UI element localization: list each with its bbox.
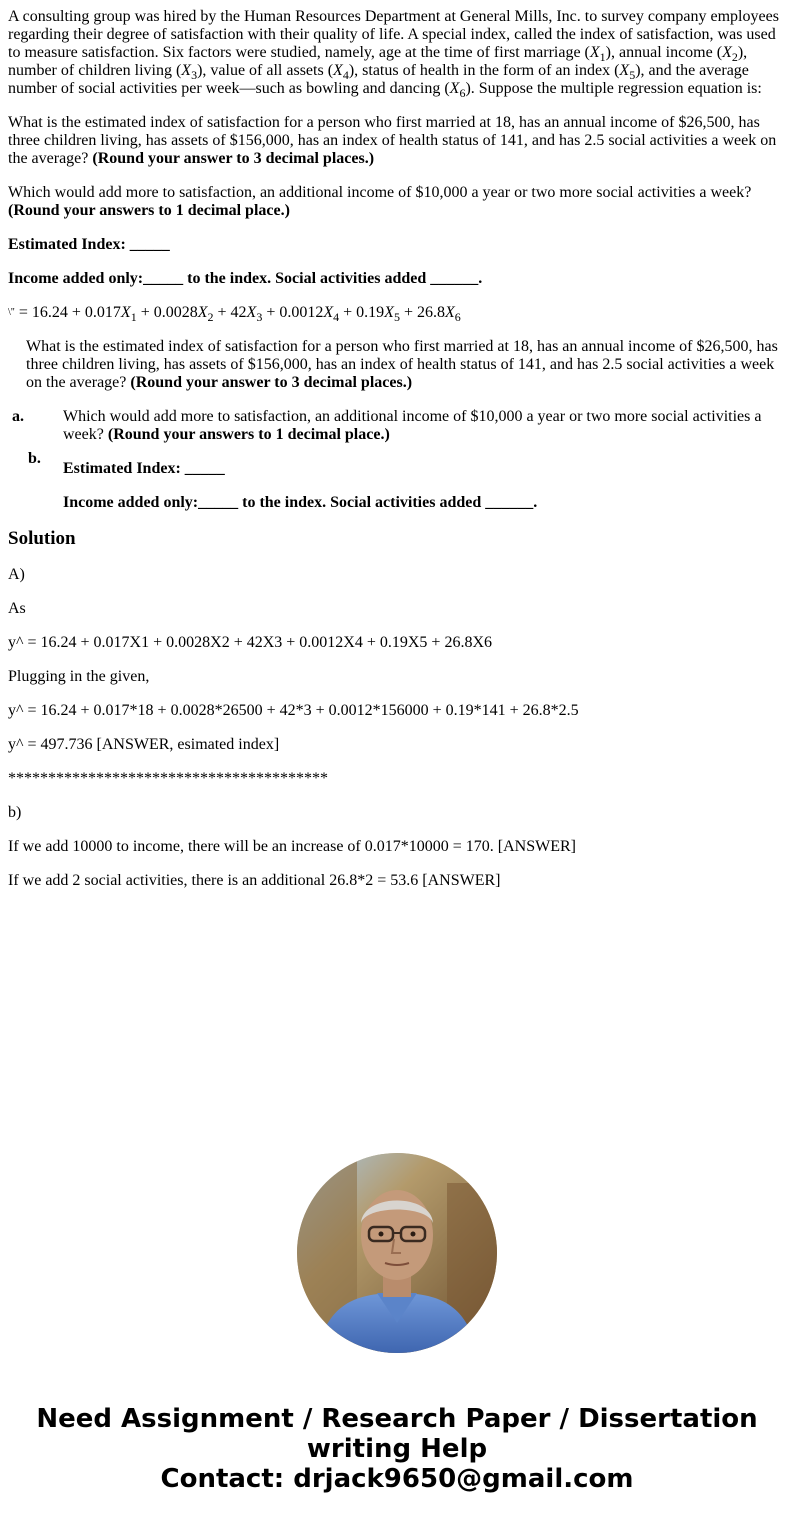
estimated-index-blank: Estimated Index: _____: [8, 236, 170, 253]
question-list: [8, 408, 786, 512]
solution-line: A): [8, 566, 25, 583]
solution-line: Plugging in the given,: [8, 668, 150, 685]
list-label-b: b.: [28, 450, 41, 467]
author-avatar: [297, 1153, 497, 1353]
solution-heading: Solution: [8, 528, 76, 549]
part-b-question: Which would add more to satisfaction, an additional income of $10,000 a year or two more social activities a week? (Round your answers to 1 decimal place.): [8, 184, 752, 219]
solution-line: b): [8, 804, 22, 821]
part-a-question-repeat: What is the estimated index of satisfaction for a person who first married at 18, has an annual income of $26,500, has three children living, has assets of $156,000, has an index of health status of 141, and has 2.5 social activities a week on the average? (Round your answer to 3 decimal places.): [26, 338, 778, 391]
solution-line: y^ = 16.24 + 0.017X1 + 0.0028X2 + 42X3 + 0.0012X4 + 0.19X5 + 26.8X6: [8, 634, 492, 651]
part-b-question-repeat: Which would add more to satisfaction, an additional income of $10,000 a year or two more social activities a week? (Round your answers to 1 decimal place.): [63, 408, 762, 443]
footer-line-1: Need Assignment / Research Paper / Dissertation: [36, 1404, 758, 1434]
solution-line: If we add 10000 to income, there will be an increase of 0.017*10000 = 170. [ANSWER]: [8, 838, 576, 855]
estimated-index-blank-repeat: Estimated Index: _____: [63, 460, 225, 477]
solution-line: y^ = 16.24 + 0.017*18 + 0.0028*26500 + 42*3 + 0.0012*156000 + 0.19*141 + 26.8*2.5: [8, 702, 579, 719]
regression-equation: \" = $16.24 + 0.017X_1 + 0.0028X_2 + 42X_3 + 0.0012X_4 + 0.19X_5 + 26.8X_6$: [8, 304, 461, 324]
problem-intro: A consulting group was hired by the Human Resources Department at General Mills, Inc. to survey company employees regarding their degree of satisfaction with their quality of life. A special index, called the index of satisfaction, was used to measure satisfaction. Six factors were studied, namely, age at the time of first marriage $(X_1)$, annual income $(X_2)$, number of children living $(X_3)$, value of all assets $(X_4)$, status of health in the form of an index $(X_5)$, and the average number of social activities per week—such as bowling and dancing $(X_6)$. Suppose the multiple regression equation is:: [8, 8, 779, 100]
solution-line: y^ = 497.736 [ANSWER, esimated index]: [8, 736, 280, 753]
author-portrait-image: [297, 1153, 497, 1353]
part-a-question: What is the estimated index of satisfaction for a person who first married at 18, has an annual income of $26,500, has three children living, has assets of $156,000, has an index of health status of 141, and has 2.5 social activities a week on the average? (Round your answer to 3 decimal places.): [8, 114, 777, 167]
footer-line-2: writing Help: [306, 1434, 488, 1464]
solution-separator: ****************************************: [8, 770, 328, 787]
footer-promo: [0, 1404, 794, 1494]
footer-contact[interactable]: Contact: drjack9650@gmail.com: [160, 1464, 634, 1494]
document-body: [8, 8, 786, 906]
income-social-blank-repeat: Income added only:_____ to the index. Social activities added ______.: [63, 494, 538, 511]
yhat-symbol: \": [8, 307, 15, 318]
solution-line: As: [8, 600, 26, 617]
income-social-blank: Income added only:_____ to the index. Social activities added ______.: [8, 270, 483, 287]
solution-line: If we add 2 social activities, there is an additional 26.8*2 = 53.6 [ANSWER]: [8, 872, 501, 889]
list-label-a: a.: [12, 408, 24, 425]
